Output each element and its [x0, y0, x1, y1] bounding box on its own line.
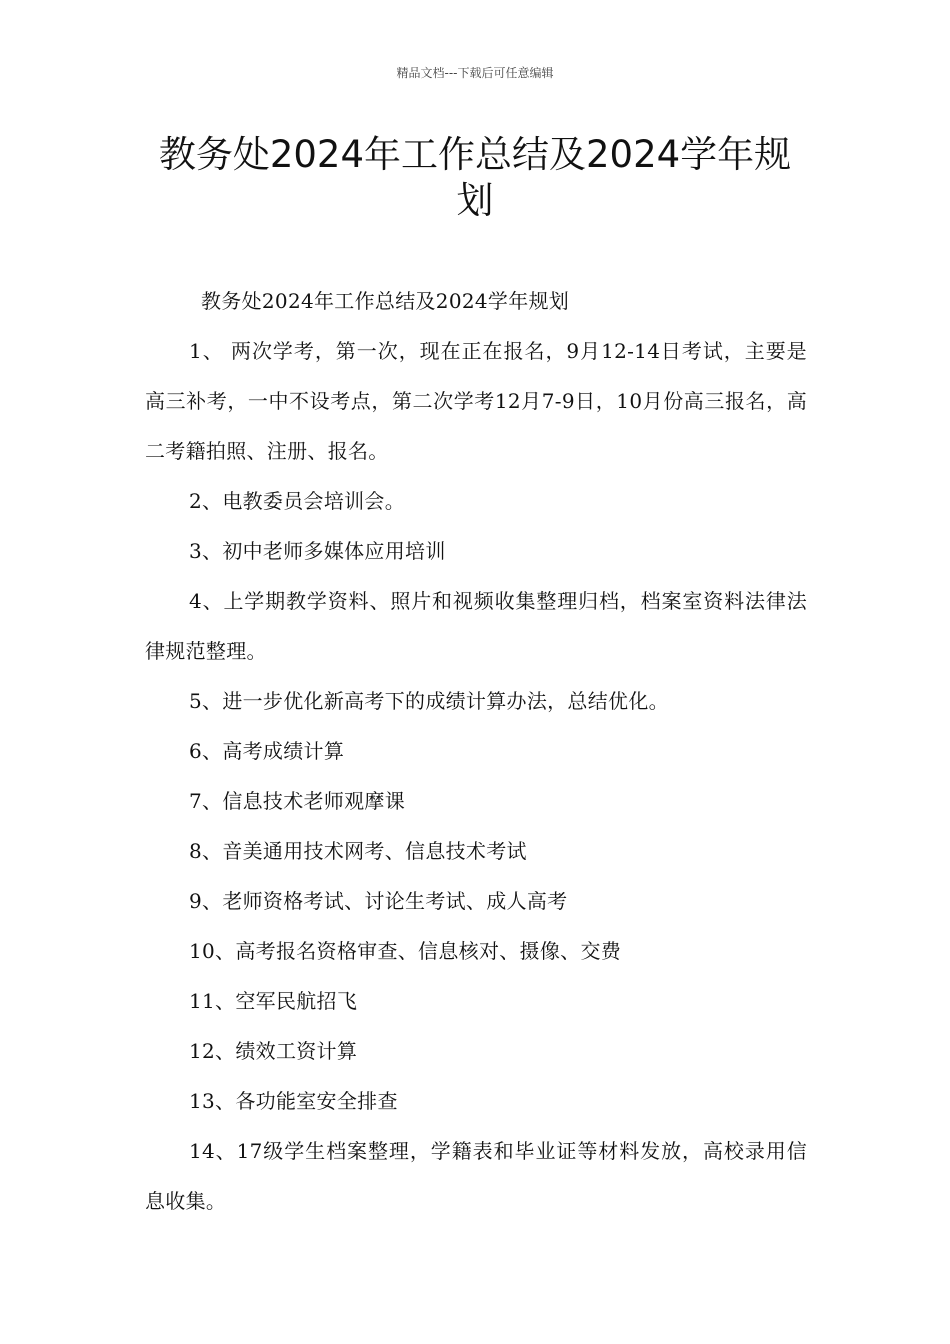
page-header: 精品文档---下载后可任意编辑	[396, 66, 554, 80]
list-item-12: 12、绩效工资计算	[189, 1039, 358, 1063]
document-body	[145, 276, 807, 1226]
list-item-1: 1、 两次学考，第一次，现在正在报名，9月12-14日考试，主要是高三补考，一中不设考点，第二次学考12月7-9日，10月份高三报名，高二考籍拍照、注册、报名。	[145, 339, 807, 463]
subtitle-paragraph: 教务处2024年工作总结及2024学年规划	[201, 289, 570, 313]
list-item-6: 6、高考成绩计算	[189, 739, 345, 763]
list-item-7: 7、信息技术老师观摩课	[189, 789, 406, 813]
list-item-3: 3、初中老师多媒体应用培训	[189, 539, 446, 563]
list-item-9: 9、老师资格考试、讨论生考试、成人高考	[189, 889, 568, 913]
list-item-2: 2、电教委员会培训会。	[189, 489, 406, 513]
document-title: 教务处2024年工作总结及2024学年规划	[158, 133, 792, 222]
list-item-14: 14、17级学生档案整理，学籍表和毕业证等材料发放，高校录用信息收集。	[145, 1139, 807, 1213]
list-item-5: 5、进一步优化新高考下的成绩计算办法，总结优化。	[189, 689, 669, 713]
list-item-8: 8、音美通用技术网考、信息技术考试	[189, 839, 527, 863]
list-item-10: 10、高考报名资格审查、信息核对、摄像、交费	[189, 939, 622, 963]
list-item-4: 4、上学期教学资料、照片和视频收集整理归档，档案室资料法律法律规范整理。	[145, 589, 807, 663]
list-item-13: 13、各功能室安全排查	[189, 1089, 398, 1113]
list-item-11: 11、空军民航招飞	[189, 989, 358, 1013]
